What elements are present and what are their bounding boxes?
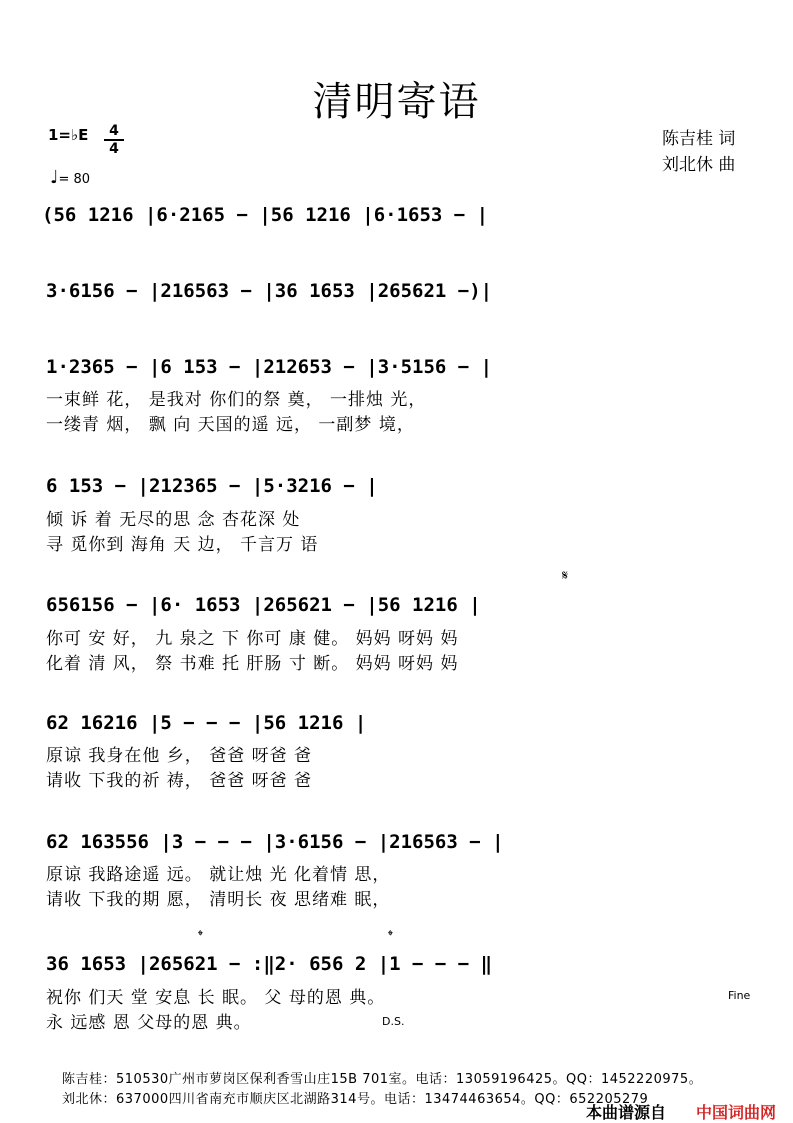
composer-credit: 刘北休 曲 [662, 155, 736, 175]
score-row-6-lyric-2: 请收 下我的祈 祷， 爸爸 呀爸 爸 [46, 771, 313, 791]
key-signature: 1=♭E [48, 126, 89, 144]
source-site: 中国词曲网 [696, 1103, 777, 1122]
coda-sign-2: 𝄌 [388, 928, 393, 944]
score-row-4-lyric-2: 寻 觅你到 海角 天 边， 千言万 语 [46, 535, 319, 555]
ds-mark: D.S. [382, 1015, 405, 1028]
score-row-7-notes: 62 163556 |3 − − − |3·6156 − |216563 − | [46, 831, 504, 853]
page-title: 清明寄语 [312, 79, 481, 125]
score-row-8-lyric-2: 永 远感 恩 父母的恩 典。 [46, 1013, 252, 1033]
time-signature-top: 4 [109, 123, 119, 139]
score-row-8-lyric-1: 祝你 们天 堂 安息 长 眠。 父 母的恩 典。 [46, 988, 386, 1008]
score-row-5-notes: 656156 − |6· 1653 |265621 − |56 1216 | [46, 594, 481, 616]
score-row-2-notes: 3·6156 − |216563 − |36 1653 |265621 −)| [46, 280, 493, 302]
footer-contact-composer: 刘北休：637000四川省南充市顺庆区北湖路314号。电话：13474463654。QQ：652205279 [62, 1092, 649, 1107]
fine-mark: Fine [728, 989, 751, 1002]
tempo-value: = 80 [58, 172, 91, 187]
score-row-4-notes: 6 153 − |212365 − |5·3216 − | [46, 475, 378, 497]
score-row-3-lyric-1: 一束鲜 花， 是我对 你们的祭 奠， 一排烛 光， [46, 390, 427, 410]
score-row-1-notes: (56 1216 |6·2165 − |56 1216 |6·1653 − | [42, 204, 489, 226]
score-row-6-notes: 62 16216 |5 − − − |56 1216 | [46, 712, 367, 734]
score-row-7-lyric-2: 请收 下我的期 愿， 清明长 夜 思绪难 眠， [46, 890, 391, 910]
score-row-5-lyric-1: 你可 安 好， 九 泉之 下 你可 康 健。 妈妈 呀妈 妈 [46, 629, 459, 649]
score-row-5-lyric-2: 化着 清 风， 祭 书难 托 肝肠 寸 断。 妈妈 呀妈 妈 [46, 654, 459, 674]
footer-contact-lyricist: 陈吉桂：510530广州市萝岗区保利香雪山庄15B 701室。电话：13059196425。QQ：1452220975。 [62, 1072, 703, 1087]
segno-sign: 𝄋 [562, 568, 569, 584]
source-label: 本曲谱源自 [586, 1103, 667, 1122]
quarter-note-icon: ♩ [50, 167, 59, 188]
score-row-6-lyric-1: 原谅 我身在他 乡， 爸爸 呀爸 爸 [46, 746, 313, 766]
score-row-4-lyric-1: 倾 诉 着 无尽的思 念 杏花深 处 [46, 510, 301, 530]
lyricist-credit: 陈吉桂 词 [662, 129, 736, 149]
time-signature [104, 124, 124, 156]
score-row-3-lyric-2: 一缕青 烟， 飘 向 天国的遥 远， 一副梦 境， [46, 415, 415, 435]
score-row-7-lyric-1: 原谅 我路途遥 远。 就让烛 光 化着情 思， [46, 865, 391, 885]
time-signature-bottom: 4 [109, 141, 119, 157]
score-row-8-notes: 36 1653 |265621 − :‖2· 656 2 |1 − − − ‖ [46, 953, 493, 975]
tempo-marking [50, 167, 90, 188]
score-row-3-notes: 1·2365 − |6 153 − |212653 − |3·5156 − | [46, 356, 493, 378]
coda-sign-1: 𝄌 [198, 928, 203, 944]
